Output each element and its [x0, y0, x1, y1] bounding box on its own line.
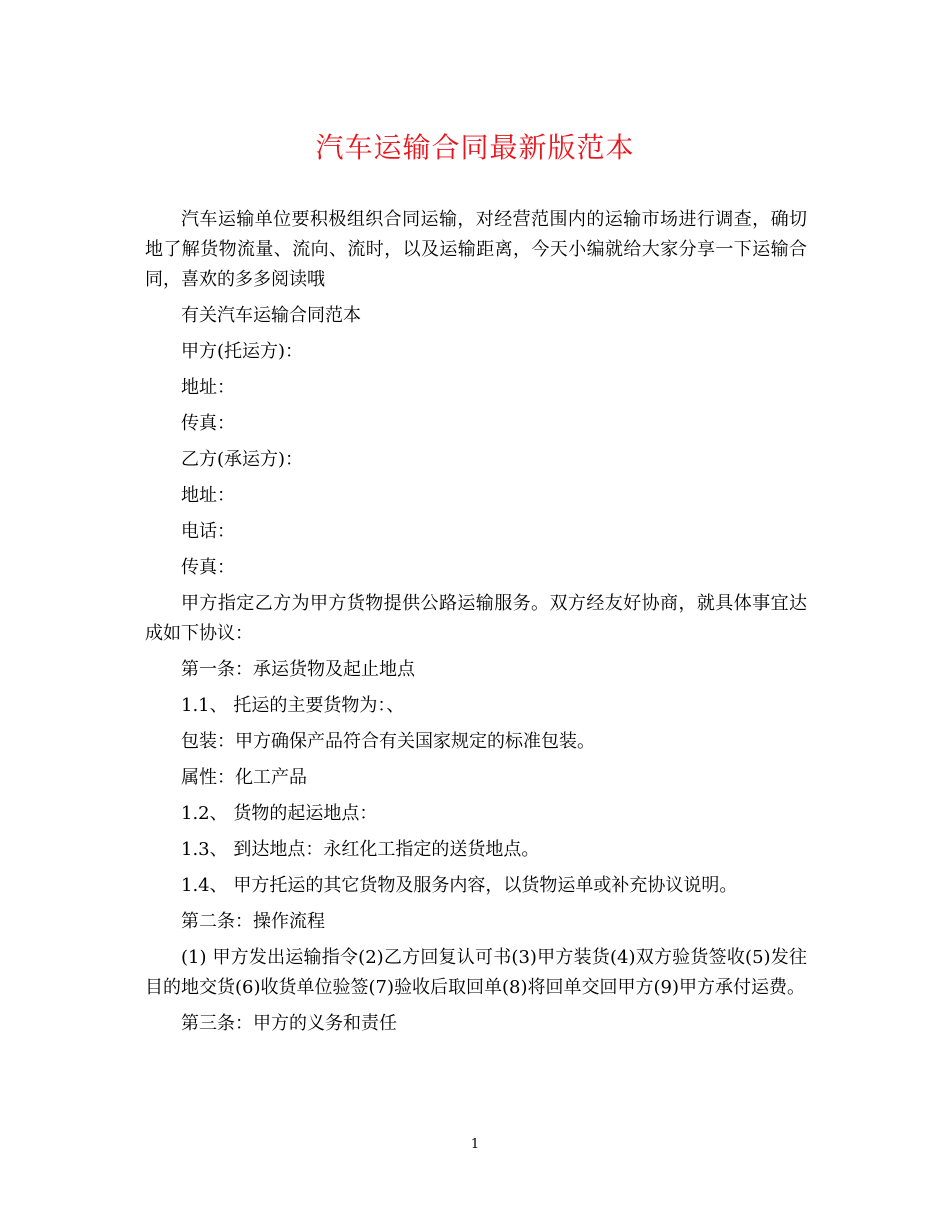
party-b-fax: 传真：	[181, 557, 235, 578]
section-heading: 有关汽车运输合同范本	[181, 305, 361, 326]
party-a-fax: 传真：	[181, 413, 235, 434]
article-3-heading: 第三条：甲方的义务和责任	[181, 1013, 397, 1034]
agreement-paragraph: 甲方指定乙方为甲方货物提供公路运输服务。双方经友好协商，就具体事宜达成如下协议：	[145, 593, 807, 644]
article-2-heading: 第二条：操作流程	[181, 911, 325, 932]
party-b-address: 地址：	[181, 485, 235, 506]
document-title: 汽车运输合同最新版范本	[315, 131, 635, 164]
packaging-clause: 包装：甲方确保产品符合有关国家规定的标准包装。	[181, 731, 595, 752]
clause-1-2: 1.2、 货物的起运地点：	[181, 803, 378, 824]
party-a-address: 地址：	[181, 377, 235, 398]
article-1-heading: 第一条：承运货物及起止地点	[181, 659, 415, 680]
party-a-label: 甲方(托运方)：	[181, 341, 304, 362]
property-clause: 属性：化工产品	[181, 767, 307, 788]
party-b-phone: 电话：	[181, 521, 235, 542]
party-b-label: 乙方(承运方)：	[181, 449, 304, 470]
clause-1-4: 1.4、 甲方托运的其它货物及服务内容，以货物运单或补充协议说明。	[181, 875, 738, 896]
clause-1-1: 1.1、 托运的主要货物为：、	[181, 695, 405, 716]
intro-paragraph: 汽车运输单位要积极组织合同运输，对经营范围内的运输市场进行调查，确切地了解货物流量、流向、流时，以及运输距离，今天小编就给大家分享一下运输合同，喜欢的多多阅读哦	[145, 209, 807, 290]
page-number: 1	[470, 1137, 480, 1152]
process-paragraph: (1) 甲方发出运输指令(2)乙方回复认可书(3)甲方装货(4)双方验货签收(5)发往目的地交货(6)收货单位验签(7)验收后取回单(8)将回单交回甲方(9)甲方承付运费。	[145, 947, 807, 998]
clause-1-3: 1.3、 到达地点：永红化工指定的送货地点。	[181, 839, 540, 860]
document-body	[145, 205, 807, 1045]
